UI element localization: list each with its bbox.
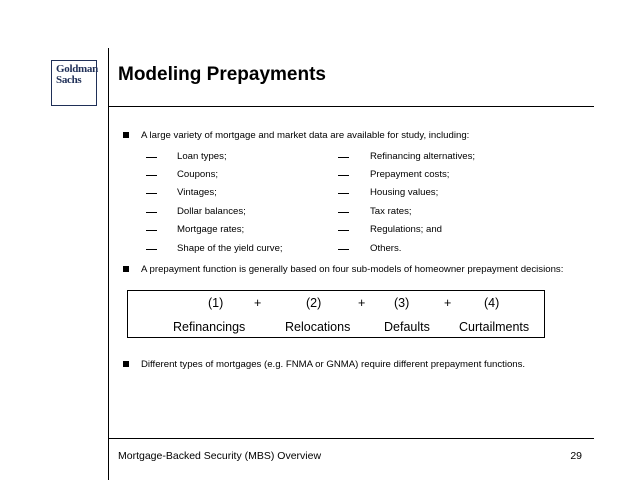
dash-marker <box>146 193 157 194</box>
dash-marker <box>146 212 157 213</box>
list-right-item: Regulations; and <box>370 224 443 235</box>
submodel-name: Defaults <box>384 320 430 334</box>
dash-marker <box>338 193 349 194</box>
bullet-marker <box>123 132 129 138</box>
list-right-item: Others. <box>370 243 402 254</box>
plus-sign: + <box>358 296 366 310</box>
submodels-box <box>127 290 545 338</box>
bullet-text-2: A prepayment function is generally based on four sub-models of homeowner prepayment decisions: <box>141 264 564 275</box>
list-right-item: Prepayment costs; <box>370 169 450 180</box>
dash-marker <box>146 157 157 158</box>
bullet-text-3: Different types of mortgages (e.g. FNMA or GNMA) require different prepayment functions. <box>141 359 526 370</box>
list-left-item: Shape of the yield curve; <box>177 243 283 254</box>
submodel-number: (2) <box>306 296 322 310</box>
list-left-item: Dollar balances; <box>177 206 246 217</box>
list-left-item: Coupons; <box>177 169 219 180</box>
list-left-item: Vintages; <box>177 187 217 198</box>
dash-marker <box>338 212 349 213</box>
submodel-name: Refinancings <box>173 320 246 334</box>
logo-line-2: Sachs <box>56 74 82 86</box>
dash-marker <box>338 157 349 158</box>
footer-title: Mortgage-Backed Security (MBS) Overview <box>118 450 322 462</box>
page-title: Modeling Prepayments <box>118 64 326 85</box>
logo-line-1: Goldman <box>56 63 98 75</box>
list-right-item: Tax rates; <box>370 206 412 217</box>
title-divider <box>108 106 594 107</box>
bullet-marker <box>123 266 129 272</box>
list-left-item: Loan types; <box>177 151 227 162</box>
list-right-item: Housing values; <box>370 187 439 198</box>
submodel-name: Curtailments <box>459 320 530 334</box>
submodel-number: (1) <box>208 296 224 310</box>
submodel-number: (3) <box>394 296 410 310</box>
bullet-text-1: A large variety of mortgage and market data are available for study, including: <box>141 130 470 141</box>
page-number: 29 <box>570 450 582 462</box>
bullet-marker <box>123 361 129 367</box>
dash-marker <box>146 230 157 231</box>
submodel-number: (4) <box>484 296 500 310</box>
dash-marker <box>146 175 157 176</box>
dash-marker <box>338 230 349 231</box>
plus-sign: + <box>254 296 262 310</box>
submodel-name: Relocations <box>285 320 351 334</box>
dash-marker <box>146 249 157 250</box>
plus-sign: + <box>444 296 452 310</box>
vertical-divider <box>108 48 109 480</box>
list-right-item: Refinancing alternatives; <box>370 151 476 162</box>
list-left-item: Mortgage rates; <box>177 224 245 235</box>
footer-divider <box>108 438 594 439</box>
goldman-sachs-logo <box>51 60 97 106</box>
dash-marker <box>338 175 349 176</box>
dash-marker <box>338 249 349 250</box>
logo-text <box>56 64 98 86</box>
